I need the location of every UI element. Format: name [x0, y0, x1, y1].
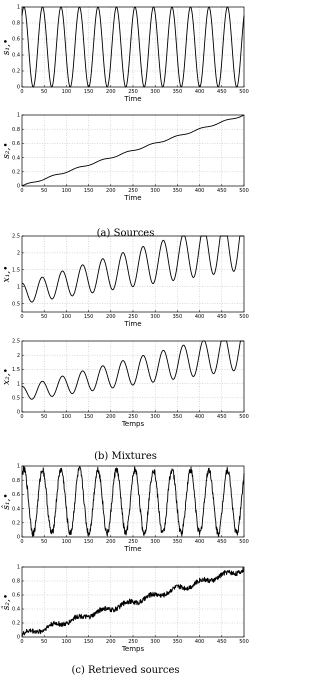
x-tick-label: 0 [20, 314, 24, 320]
x-tick-label: 150 [83, 539, 94, 545]
x-tick-label: 350 [172, 414, 183, 420]
y-tick-label: 0.5 [12, 301, 20, 308]
y-tick-label: 0 [16, 634, 20, 641]
caption-a: (a) Sources [96, 228, 155, 239]
panel-2 [2, 113, 249, 202]
y-tick-label: 1.5 [12, 267, 20, 274]
x-tick-label: 50 [41, 639, 48, 645]
x-tick-label: 500 [239, 89, 249, 95]
x-tick-label: 150 [83, 414, 94, 420]
x-tick-label: 300 [150, 414, 160, 420]
x-axis-label: Time [124, 320, 142, 328]
panels-group [1, 5, 249, 653]
y-tick-label: 0.4 [12, 506, 20, 513]
x-tick-label: 450 [217, 188, 227, 194]
x-axis-label: Temps [121, 420, 145, 428]
x-tick-label: 350 [172, 639, 183, 645]
x-tick-label: 250 [128, 639, 138, 645]
x-tick-label: 400 [194, 414, 205, 420]
x-tick-label: 0 [20, 539, 24, 545]
x-tick-label: 300 [150, 188, 160, 194]
y-tick-label: 0.8 [12, 20, 20, 27]
y-tick-label: 0.6 [12, 492, 20, 499]
x-axis-label: Time [124, 95, 142, 103]
x-tick-label: 0 [20, 89, 24, 95]
x-tick-label: 200 [106, 539, 116, 545]
x-tick-label: 350 [172, 188, 183, 194]
y-tick-label: 0.2 [12, 520, 20, 527]
y-tick-label: 1 [16, 564, 20, 571]
x-tick-label: 350 [172, 89, 183, 95]
y-tick-label: 0.6 [12, 592, 20, 599]
x-tick-label: 450 [217, 639, 227, 645]
y-tick-label: 0.8 [12, 578, 20, 585]
y-tick-label: 1 [16, 284, 20, 291]
y-tick-label: 2.5 [12, 338, 20, 345]
y-axis-label: x₂,• [2, 368, 12, 385]
x-axis-label: Time [124, 194, 142, 202]
x-tick-label: 100 [61, 89, 72, 95]
x-tick-label: 50 [41, 414, 48, 420]
x-axis-label: Time [124, 545, 142, 553]
y-tick-label: 2.5 [12, 233, 20, 240]
y-tick-label: 0.8 [12, 126, 20, 133]
y-tick-label: 0 [16, 84, 20, 91]
x-tick-label: 150 [83, 188, 94, 194]
x-tick-label: 200 [106, 414, 116, 420]
y-tick-label: 0 [16, 183, 20, 190]
y-tick-label: 0.2 [12, 169, 20, 176]
y-tick-label: 0.2 [12, 68, 20, 75]
x-tick-label: 250 [128, 188, 138, 194]
x-tick-label: 500 [239, 639, 249, 645]
x-tick-label: 450 [217, 414, 227, 420]
x-tick-label: 50 [41, 188, 48, 194]
x-tick-label: 400 [194, 314, 205, 320]
y-tick-label: 1 [16, 463, 20, 470]
x-tick-label: 100 [61, 188, 72, 194]
y-axis-label: s₂,• [2, 142, 12, 159]
x-tick-label: 0 [20, 414, 24, 420]
x-tick-label: 50 [41, 314, 48, 320]
x-tick-label: 250 [128, 314, 138, 320]
series-line-1 [22, 341, 244, 399]
y-tick-label: 1 [16, 112, 20, 119]
x-tick-label: 450 [217, 89, 227, 95]
x-tick-label: 400 [194, 89, 205, 95]
panel-3 [2, 234, 249, 328]
y-tick-label: 0 [16, 534, 20, 541]
y-tick-label: 0.2 [12, 620, 20, 627]
x-tick-label: 100 [61, 314, 72, 320]
x-tick-label: 300 [150, 539, 160, 545]
x-tick-label: 200 [106, 89, 116, 95]
x-tick-label: 150 [83, 639, 94, 645]
y-axis-label: ŝ₂,• [2, 593, 12, 611]
x-tick-label: 350 [172, 539, 183, 545]
x-tick-label: 100 [61, 414, 72, 420]
y-tick-label: 0.6 [12, 141, 20, 148]
y-tick-label: 2 [16, 250, 20, 257]
x-tick-label: 200 [106, 314, 116, 320]
x-tick-label: 400 [194, 188, 205, 194]
x-tick-label: 300 [150, 639, 160, 645]
panel-1 [2, 5, 249, 103]
x-tick-label: 0 [20, 188, 24, 194]
x-axis-label: Temps [121, 645, 145, 653]
y-tick-label: 0.4 [12, 155, 20, 162]
x-tick-label: 150 [83, 314, 94, 320]
y-tick-label: 0.4 [12, 606, 20, 613]
x-tick-label: 500 [239, 414, 249, 420]
x-tick-label: 350 [172, 314, 183, 320]
y-tick-label: 0.4 [12, 52, 20, 59]
x-tick-label: 150 [83, 89, 94, 95]
y-tick-label: 2 [16, 352, 20, 359]
x-tick-label: 500 [239, 188, 249, 194]
panel-4 [2, 339, 249, 428]
x-tick-label: 100 [61, 639, 72, 645]
caption-c: (c) Retrieved sources [71, 665, 180, 676]
x-tick-label: 500 [239, 314, 249, 320]
x-tick-label: 500 [239, 539, 249, 545]
x-tick-label: 300 [150, 314, 160, 320]
x-tick-label: 200 [106, 188, 116, 194]
x-tick-label: 100 [61, 539, 72, 545]
y-axis-label: x₁,• [2, 265, 12, 283]
y-tick-label: 1.5 [12, 367, 20, 374]
caption-b: (b) Mixtures [94, 451, 157, 462]
x-tick-label: 250 [128, 414, 138, 420]
panel-6 [1, 565, 249, 653]
x-tick-label: 300 [150, 89, 160, 95]
y-tick-label: 0.6 [12, 36, 20, 43]
y-tick-label: 1 [16, 381, 20, 388]
x-tick-label: 450 [217, 539, 227, 545]
x-tick-label: 200 [106, 639, 116, 645]
x-tick-label: 0 [20, 639, 24, 645]
y-tick-label: 0 [16, 409, 20, 416]
x-tick-label: 400 [194, 639, 205, 645]
y-tick-label: 0.8 [12, 477, 20, 484]
x-tick-label: 400 [194, 539, 205, 545]
y-axis-label: ŝ₁,• [2, 493, 12, 510]
y-axis-label: s₁,• [2, 38, 12, 56]
y-tick-label: 1 [16, 4, 20, 11]
y-tick-label: 0.5 [12, 395, 20, 402]
panel-5 [1, 464, 249, 553]
x-tick-label: 250 [128, 89, 138, 95]
x-tick-label: 50 [41, 539, 48, 545]
x-tick-label: 50 [41, 89, 48, 95]
x-tick-label: 250 [128, 539, 138, 545]
x-tick-label: 450 [217, 314, 227, 320]
